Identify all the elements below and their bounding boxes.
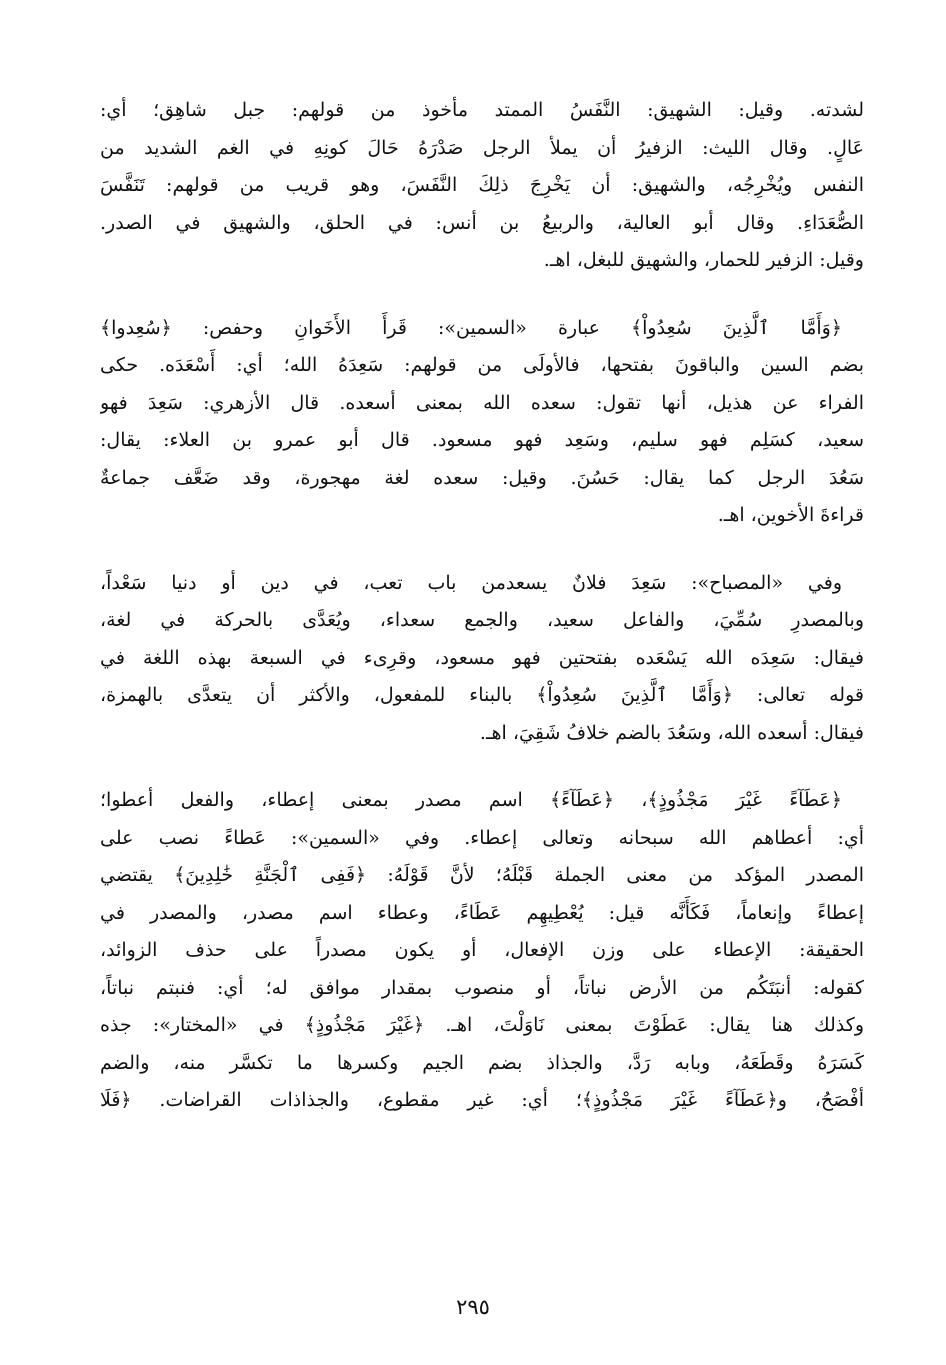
text-line: كقوله: أنبَتَكُم من الأرض نباتاً، أو منصوب بمقدار موافق له؛ أي: فنبتم نباتاً، [100,976,864,999]
page-number: ٢٩٥ [456,1295,490,1319]
text-line: قراءةَ الأخوين، اهـ. [717,504,864,526]
text-line: عَالٍ. وقال الليث: الزفيرُ أن يملأ الرجل صَدْرَهُ حَالَ كونِهِ في الغم الشديد من [100,136,864,159]
paragraph-gap [100,752,864,782]
text-line: وبالمصدرِ سُمِّيَ، والفاعل سعيد، والجمع سعداء، ويُعَدَّى بالحركة في لغة، [100,609,864,631]
text-line: فيقال: أسعده الله، وسَعُدَ بالضم خلافُ شَقِيَ، اهـ. [479,721,864,744]
text-line: الحقيقة: الإعطاء على وزن الإفعال، أو يكون مصدراً على حذف الزوائد، [100,939,864,961]
text-line: الفراء عن هذيل، أنها تقول: سعده الله بمعنى أسعده. قال الأزهري: سَعِدَ فهو [100,391,864,414]
paragraph-3 [100,565,864,753]
text-line: ﴿وَأَمَّا ٱلَّذِينَ سُعِدُواْ﴾ عبارة «السمين»: قَرأَ الأَخَوانِ وحفص: ﴿سُعِدوا﴾ [100,316,842,339]
text-line: وقيل: الزفير للحمار، والشهيق للبغل، اهـ. [543,249,864,271]
paragraph-gap [100,535,864,565]
text-line: إعطاءً وإنعاماً، فَكَأَنَّه قيل: يُعْطِيهِم عَطَاءً، وعطاء اسم مصدر، والمصدر في [100,901,864,924]
text-line: قوله تعالى: ﴿وَأَمَّا ٱلَّذِينَ سُعِدُواْ﴾ بالبناء للمفعول، والأكثر أن يتعدَّى بالهمزة، [100,684,864,706]
text-line: ﴿عَطَآءً غَيْرَ مَجْذُوذٍ﴾، ﴿عَطَآءً﴾ اسم مصدر بمعنى إعطاء، والفعل أعطوا؛ [100,789,842,811]
text-line: سَعُدَ الرجل كما يقال: حَسُنَ. وقيل: سعده لغة مهجورة، وقد ضَعَّف جماعةٌ [100,466,864,489]
text-line: بضم السين والباقونَ بفتحها، فالأولَى من قولهم: سَعِدَهُ الله؛ أي: أَسْعَدَه. حكى [100,354,864,376]
text-line: لشدته. وقيل: الشهيق: النَّفَسُ الممتد مأخوذ من قولهم: جبل شاهِق؛ أي: [100,99,864,121]
paragraph-4 [100,782,864,1120]
paragraph-gap [100,280,864,310]
text-line: فيقال: سَعِدَه الله يَسْعَده بفتحتين فهو مسعود، وقرِىء في السبعة بهذه اللغة في [100,646,864,669]
page-body [100,92,864,1120]
text-line: النفس ويُخْرِجُه، والشهيق: أن يَخْرِجَ ذلِكَ النَّفَسَ، وهو قريب من قولهم: تَنَفَّسَ [100,174,864,196]
text-line: الصُّعَدَاءِ. وقال أبو العالية، والربيعُ بن أنس: في الحلق، والشهيق في الصدر. [100,211,864,234]
text-line: سعيد، كسَلِم فهو سليم، وسَعِد فهو مسعود. قال أبو عمرو بن العلاء: يقال: [100,429,864,451]
text-line: أفْصَحُ، و﴿عَطَآءً غَيْرَ مَجْذُوذٍ﴾؛ أي: غير مقطوع، والجذاذات القراضات. ﴿فَلَا [100,1089,864,1111]
text-line: أي: أعطاهم الله سبحانه وتعالى إعطاء. وفي «السمين»: عَطاءً نصب على [100,826,864,849]
text-line: وفي «المصباح»: سَعِدَ فلانٌ يسعدمن باب تعب، في دين أو دنيا سَعْداً، [100,571,842,594]
paragraph-1 [100,92,864,280]
paragraph-2 [100,310,864,535]
text-line: المصدر المؤكد من معنى الجملة قَبْلَهُ؛ لأنَّ قَوْلَهُ: ﴿فَفِى ٱلْجَنَّةِ خَٰلِدِينَ﴾ يقتضي [100,864,864,886]
text-line: كَسَرَهُ وقَطَعَهُ، وبابه رَدَّ، والجذاذ بضم الجيم وكسرها ما تكسَّر منه، والضم [100,1051,864,1074]
text-line: وكذلك هنا يقال: عَطَوْتَ بمعنى نَاوَلْتَ، اهـ. ﴿غَيْرَ مَجْذُوذٍ﴾ في «المختار»: جذه [100,1014,864,1036]
